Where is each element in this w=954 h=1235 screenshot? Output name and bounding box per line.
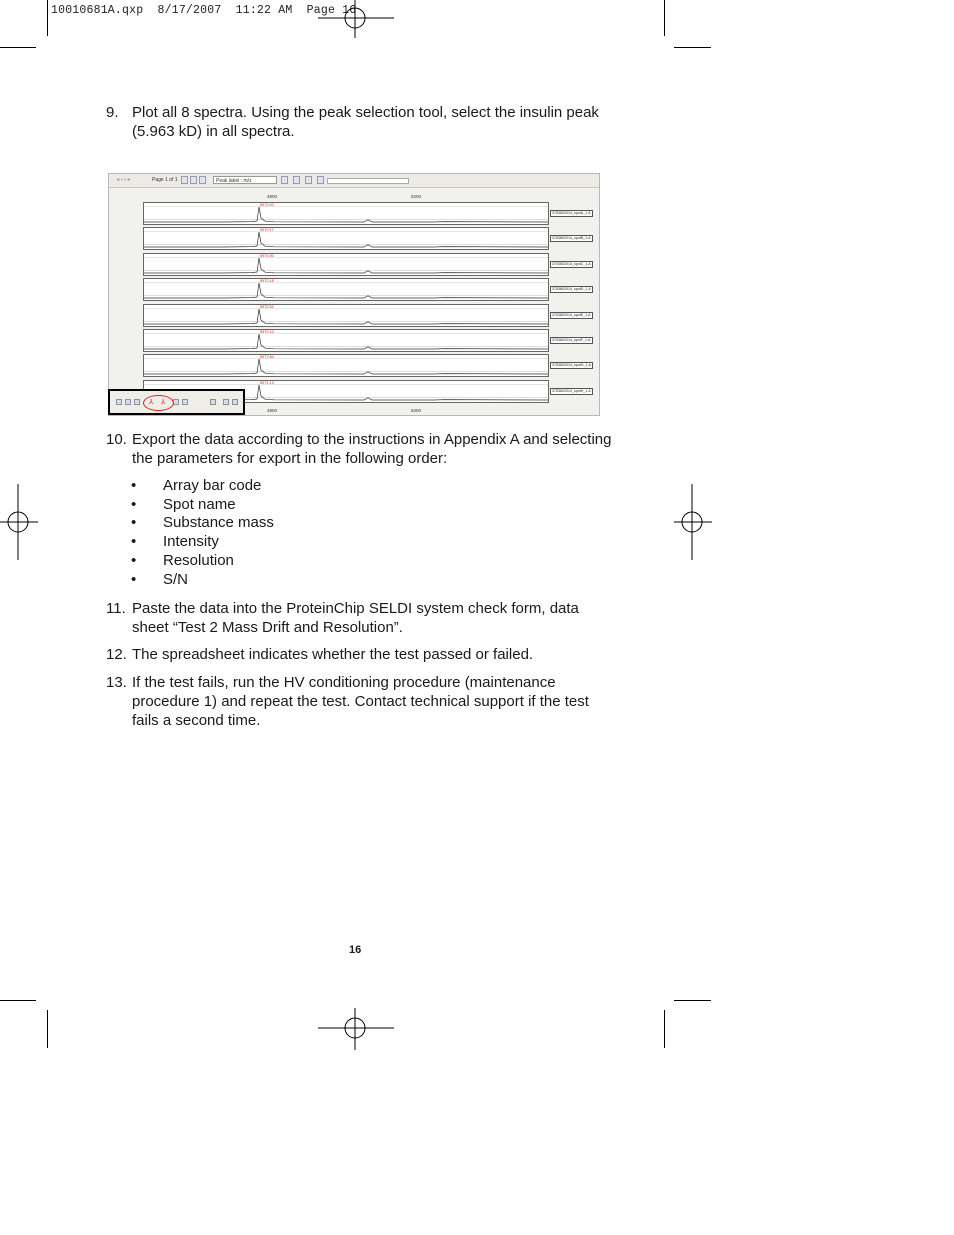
settings-icon[interactable] [317,176,324,184]
spectrum-trace[interactable] [143,354,549,377]
step-number: 9. [106,104,119,121]
magnifier-icon[interactable] [210,399,216,405]
spectra-plot-area [109,200,600,405]
spectrum-line [144,355,548,376]
step-text: Plot all 8 spectra. Using the peak selection tool, select the insulin peak (5.963 kD) in all spectra. [132,104,599,140]
axis-tick-bottom-4800: 4800 [267,408,278,413]
registration-mark-top [318,0,394,40]
zoom-tool-icon[interactable] [281,176,288,184]
axis-tick-bottom-6200: 6200 [411,408,422,413]
y-axis-ticks [127,278,141,282]
peak-label-dropdown[interactable]: Peak label : m/z [213,176,277,184]
spectra-screenshot [108,173,600,416]
trace-name-label[interactable]: 3753802014_spotD_1.A [550,286,593,293]
slug-line: 10010681A.qxp 8/17/2007 11:22 AM Page 16 [51,4,357,17]
bullet: • [131,570,137,588]
crop-mark-bottom-right-horizontal [674,1000,711,1001]
peak-deselect-tool-icon[interactable]: ⅄ [161,399,166,406]
page-indicator: Page 1 of 1 [152,177,178,183]
registration-mark-bottom [318,1008,394,1050]
y-axis-ticks [127,354,141,358]
y-axis-ticks [127,380,141,384]
chart-icon[interactable] [305,176,312,184]
trace-name-label[interactable]: 3753802014_spotH_1.A [550,388,593,395]
peak-select-tool-icon[interactable]: ⅄ [149,399,154,406]
spectrum-line [144,254,548,275]
bullet: • [131,477,137,494]
peak-tool-toolbar-callout [108,389,245,415]
list-item [131,514,274,533]
step-text: The spreadsheet indicates whether the test passed or failed. [132,646,534,663]
spectrum-trace[interactable] [143,253,549,276]
y-axis-ticks [127,329,141,333]
cursor-icon[interactable] [134,399,140,405]
trace-name-label[interactable]: 3753802014_spotF_1.A [550,337,593,344]
crop-mark-bottom-left-vertical [47,1010,48,1048]
viewer-toolbar [109,174,599,188]
list-item [131,571,274,590]
spectrum-trace[interactable] [143,227,549,250]
list-mode-icon[interactable] [190,176,197,184]
export-parameter: Substance mass [163,514,274,532]
list-item [131,552,274,571]
crop-mark-top-right-vertical [664,0,665,36]
peak-label: 5970.52 [260,305,274,309]
step-12 [106,645,616,664]
bullet: • [131,533,137,551]
stack-mode-icon[interactable] [199,176,206,184]
peak-selection-tool-highlight [143,395,174,411]
trace-name-label[interactable]: 3753802014_spotC_1.A [550,261,593,268]
registration-mark-right [672,484,712,560]
trace-name-label[interactable]: 3753802014_spotA_1.A [550,210,593,217]
export-parameter-list [131,477,274,589]
step-number: 12. [106,646,127,663]
spectrum-line [144,203,548,224]
page-icon[interactable] [223,399,229,405]
peak-label: 5970.18 [260,279,274,283]
peak-label: 5970.10 [260,330,274,334]
y-axis-ticks [127,227,141,231]
crop-mark-bottom-left-horizontal [0,1000,36,1001]
export-parameter: Array bar code [163,477,262,494]
spectrum-trace[interactable] [143,329,549,352]
list-item [131,477,274,496]
copy-icon[interactable] [293,176,300,184]
step-11 [106,599,616,637]
crop-mark-top-left-horizontal [0,47,36,48]
list-item [131,533,274,552]
spectrum-trace[interactable] [143,304,549,327]
peak-label: 5977.84 [260,355,274,359]
bullet: • [131,495,137,513]
print-icon[interactable] [232,399,238,405]
zoom-slider[interactable] [327,178,409,184]
spectrum-trace[interactable] [143,278,549,301]
peak-label: 5970.00 [260,203,274,207]
step-text: Export the data according to the instructions in Appendix A and selecting the parameters for export in the following order: [132,431,612,467]
registration-mark-left [0,484,40,560]
trace-name-label[interactable]: 3753802014_spotB_1.A [550,235,593,242]
peak-label: 5970.17 [260,228,274,232]
axis-tick-top-6200: 6200 [411,194,422,199]
y-axis-ticks [127,304,141,308]
spectrum-line [144,279,548,300]
step-text: Paste the data into the ProteinChip SELDI system check form, data sheet “Test 2 Mass Drift and Resolution”. [132,600,579,636]
bullet: • [131,514,137,532]
axis-tick-top-4800: 4800 [267,194,278,199]
spectrum-trace[interactable] [143,202,549,225]
trace-name-label[interactable]: 3753802014_spotE_1.A [550,312,593,319]
export-parameter: Intensity [163,533,219,551]
grid-icon[interactable] [182,399,188,405]
move-icon[interactable] [116,399,122,405]
view-mode-icon[interactable] [181,176,188,184]
step-9 [106,103,616,141]
export-parameter: Resolution [163,551,234,569]
spectrum-line [144,228,548,249]
peak-label: 5970.00 [260,254,274,258]
peak-label: 5971.13 [260,381,274,385]
page-number: 16 [349,944,362,956]
list-item [131,496,274,515]
step-text: If the test fails, run the HV conditioning procedure (maintenance procedure 1) and repeat the test. Contact technical support if the test fails a second time. [132,674,589,729]
crop-mark-top-left-vertical [47,0,48,36]
export-parameter: S/N [163,570,189,588]
step-number: 13. [106,674,127,691]
bar-chart-icon[interactable] [125,399,131,405]
bullet: • [131,551,137,569]
step-13 [106,673,616,730]
step-number: 11. [106,600,126,617]
page-navigation-arrows[interactable]: « ‹ › » [117,177,131,183]
crop-mark-bottom-right-vertical [664,1010,665,1048]
spectrum-line [144,305,548,326]
trace-name-label[interactable]: 3753802014_spotG_1.A [550,362,593,369]
y-axis-ticks [127,202,141,206]
crop-mark-top-right-horizontal [674,47,711,48]
export-parameter: Spot name [163,495,236,513]
step-10 [106,430,616,468]
y-axis-ticks [127,253,141,257]
step-number: 10. [106,431,127,448]
spectrum-line [144,330,548,351]
